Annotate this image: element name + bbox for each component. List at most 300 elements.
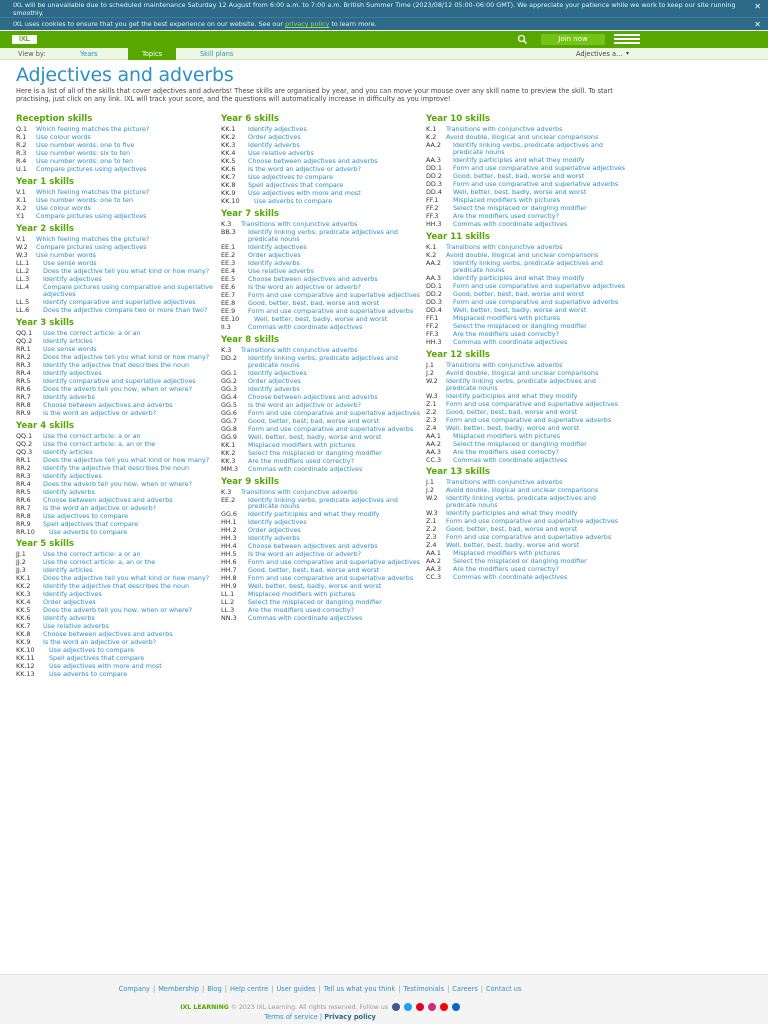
skill-link[interactable]: Identify adjectives bbox=[248, 242, 307, 251]
skill-item[interactable] bbox=[16, 505, 216, 512]
skill-item[interactable] bbox=[16, 252, 216, 259]
skill-link[interactable]: Well, better, best, badly, worse and worst bbox=[248, 432, 382, 441]
skill-item[interactable] bbox=[426, 449, 626, 456]
skill-item[interactable] bbox=[221, 252, 421, 259]
tab-years[interactable]: Years bbox=[80, 50, 98, 58]
skill-item[interactable] bbox=[221, 300, 421, 307]
skill-link[interactable]: Identify adverbs bbox=[248, 141, 300, 149]
skill-link[interactable]: Spell adjectives that compare bbox=[43, 519, 139, 528]
facebook-icon[interactable] bbox=[392, 1003, 400, 1011]
skill-link[interactable]: Spell adjectives that compare bbox=[248, 181, 344, 189]
twitter-icon[interactable] bbox=[404, 1003, 412, 1011]
skill-link[interactable]: Form and use comparative and superlative adverbs bbox=[248, 424, 414, 433]
skill-link[interactable]: Choose between adjectives and adverbs bbox=[43, 495, 173, 504]
ixl-logo[interactable]: IXL bbox=[12, 35, 37, 44]
skill-item[interactable] bbox=[221, 450, 421, 457]
skill-link[interactable]: Transitions with conjunctive adverbs bbox=[446, 478, 563, 487]
skill-link[interactable]: Use sense words bbox=[43, 344, 97, 353]
skill-link[interactable]: Use number words: six to ten bbox=[36, 149, 131, 157]
skill-item[interactable] bbox=[16, 158, 216, 165]
skill-item[interactable] bbox=[16, 671, 216, 678]
skill-item[interactable] bbox=[221, 543, 421, 550]
skill-link[interactable]: Use adjectives with more and most bbox=[248, 189, 361, 197]
privacy-link[interactable]: Privacy policy bbox=[324, 1013, 376, 1021]
skill-link[interactable]: Does the adverb tell you how, when or where? bbox=[43, 384, 192, 393]
skill-item[interactable] bbox=[426, 518, 626, 525]
skill-link[interactable]: Choose between adjectives and adverbs bbox=[43, 630, 173, 639]
skill-item[interactable] bbox=[221, 394, 421, 401]
footer-link[interactable]: Careers bbox=[452, 985, 478, 993]
skill-item[interactable] bbox=[426, 487, 626, 494]
skill-item[interactable] bbox=[16, 213, 216, 220]
skill-link[interactable]: Use relative adverbs bbox=[248, 266, 314, 275]
skill-link[interactable]: Order adjectives bbox=[248, 376, 301, 385]
skill-item[interactable] bbox=[16, 655, 216, 662]
skill-link[interactable]: Select the misplaced or dangling modifier bbox=[453, 439, 587, 448]
skill-item[interactable] bbox=[16, 330, 216, 337]
close-icon[interactable]: ✕ bbox=[754, 20, 761, 29]
skill-item[interactable] bbox=[16, 481, 216, 488]
skill-item[interactable] bbox=[16, 567, 216, 574]
skill-item[interactable] bbox=[221, 402, 421, 409]
skill-link[interactable]: Is the word an adjective or adverb? bbox=[43, 503, 157, 512]
skill-item[interactable] bbox=[221, 174, 421, 181]
skill-link[interactable]: Use number words bbox=[36, 250, 96, 259]
skill-item[interactable] bbox=[16, 489, 216, 496]
skill-item[interactable] bbox=[426, 181, 626, 188]
skill-link[interactable]: Use the correct article: a, an or the bbox=[43, 439, 156, 448]
skill-item[interactable] bbox=[221, 575, 421, 582]
skill-link[interactable]: Identify linking verbs, predicate adjectives and predicate nouns bbox=[453, 258, 603, 274]
skill-item[interactable] bbox=[221, 442, 421, 449]
skill-link[interactable]: Is the word an adjective or adverb? bbox=[43, 408, 157, 417]
skill-item[interactable] bbox=[426, 393, 626, 400]
skill-link[interactable]: Select the misplaced or dangling modifier bbox=[248, 598, 382, 607]
skill-item[interactable] bbox=[426, 291, 626, 298]
skill-item[interactable] bbox=[221, 347, 421, 354]
skill-link[interactable]: Transitions with conjunctive adverbs bbox=[241, 345, 358, 354]
skill-item[interactable] bbox=[426, 526, 626, 533]
skill-item[interactable] bbox=[221, 559, 421, 566]
skill-link[interactable]: Identify participles and what they modify bbox=[453, 273, 585, 282]
skill-item[interactable] bbox=[221, 497, 421, 511]
skill-item[interactable] bbox=[221, 466, 421, 473]
skill-link[interactable]: Use adverbs to compare bbox=[254, 197, 333, 205]
skill-link[interactable]: Good, better, best, bad, worse and worst bbox=[453, 289, 585, 298]
skill-link[interactable]: Form and use comparative and superlative adverbs bbox=[446, 533, 612, 542]
skill-link[interactable]: Use the correct article: a or an bbox=[43, 328, 141, 337]
skill-item[interactable] bbox=[221, 615, 421, 622]
skill-item[interactable] bbox=[16, 346, 216, 353]
skill-link[interactable]: Misplaced modifiers with pictures bbox=[248, 440, 356, 449]
skill-item[interactable] bbox=[16, 410, 216, 417]
close-icon[interactable]: ✕ bbox=[754, 2, 761, 11]
skill-item[interactable] bbox=[221, 378, 421, 385]
skill-item[interactable] bbox=[221, 150, 421, 157]
skill-item[interactable] bbox=[426, 157, 626, 164]
skill-link[interactable]: Identify comparative and superlative adjectives bbox=[43, 376, 196, 385]
skill-item[interactable] bbox=[16, 205, 216, 212]
skill-link[interactable]: Commas with coordinate adjectives bbox=[453, 455, 568, 464]
skill-link[interactable]: Choose between adjectives and adverbs bbox=[248, 392, 378, 401]
footer-link[interactable]: User guides bbox=[276, 985, 316, 993]
skill-link[interactable]: Identify adjectives bbox=[43, 471, 102, 480]
search-icon[interactable] bbox=[517, 34, 528, 45]
skill-item[interactable] bbox=[221, 284, 421, 291]
skill-link[interactable]: Identify adjectives bbox=[43, 274, 102, 283]
skill-item[interactable] bbox=[16, 559, 216, 566]
skill-link[interactable]: Use number words: one to ten bbox=[36, 195, 134, 204]
skill-item[interactable] bbox=[221, 221, 421, 228]
skill-link[interactable]: Identify adjectives bbox=[248, 518, 307, 527]
skill-link[interactable]: Misplaced modifiers with pictures bbox=[453, 431, 561, 440]
skill-link[interactable]: Form and use comparative and superlative adverbs bbox=[248, 306, 414, 315]
skill-link[interactable]: Use number words: one to ten bbox=[36, 157, 134, 165]
skill-link[interactable]: Are the modifiers used correctly? bbox=[453, 329, 559, 338]
skill-link[interactable]: Transitions with conjunctive adverbs bbox=[241, 219, 358, 228]
skill-link[interactable]: Use adjectives to compare bbox=[248, 173, 334, 181]
skill-item[interactable] bbox=[16, 189, 216, 196]
skill-link[interactable]: Is the word an adjective or adverb? bbox=[248, 400, 362, 409]
skill-link[interactable]: Order adjectives bbox=[43, 598, 96, 607]
skill-link[interactable]: Well, better, best, badly, worse and worst bbox=[446, 423, 580, 432]
skill-link[interactable]: Order adjectives bbox=[248, 133, 301, 141]
skill-item[interactable] bbox=[16, 473, 216, 480]
skill-item[interactable] bbox=[426, 441, 626, 448]
skill-item[interactable] bbox=[16, 521, 216, 528]
tab-skill-plans[interactable]: Skill plans bbox=[200, 50, 234, 58]
ixl-learning-logo[interactable]: IXL LEARNING bbox=[180, 1004, 229, 1011]
skill-item[interactable] bbox=[221, 182, 421, 189]
skill-item[interactable] bbox=[426, 315, 626, 322]
skill-item[interactable] bbox=[16, 166, 216, 173]
skill-item[interactable] bbox=[221, 434, 421, 441]
skill-item[interactable] bbox=[221, 198, 421, 205]
skill-link[interactable]: Commas with coordinate adjectives bbox=[248, 614, 363, 623]
skill-item[interactable] bbox=[16, 575, 216, 582]
skill-item[interactable] bbox=[221, 134, 421, 141]
skill-item[interactable] bbox=[426, 213, 626, 220]
skill-item[interactable] bbox=[16, 591, 216, 598]
skill-item[interactable] bbox=[16, 402, 216, 409]
skill-item[interactable] bbox=[221, 458, 421, 465]
skill-link[interactable]: Form and use comparative and superlative adjectives bbox=[248, 408, 421, 417]
skill-link[interactable]: Misplaced modifiers with pictures bbox=[453, 313, 561, 322]
skill-item[interactable] bbox=[426, 260, 626, 274]
skill-link[interactable]: Identify participles and what they modify bbox=[453, 155, 585, 164]
skill-link[interactable]: Commas with coordinate adjectives bbox=[453, 219, 568, 228]
skill-item[interactable] bbox=[16, 449, 216, 456]
skill-link[interactable]: Avoid double, illogical and unclear comparisons bbox=[446, 133, 599, 141]
skill-item[interactable] bbox=[426, 542, 626, 549]
skill-link[interactable]: Use number words: one to five bbox=[36, 141, 135, 149]
skill-item[interactable] bbox=[426, 425, 626, 432]
skill-link[interactable]: Identify articles bbox=[43, 566, 93, 575]
skill-item[interactable] bbox=[16, 268, 216, 275]
skill-item[interactable] bbox=[221, 599, 421, 606]
skill-link[interactable]: Well, better, best, badly, worse and worst bbox=[254, 314, 388, 323]
skill-link[interactable]: Select the misplaced or dangling modifier bbox=[453, 203, 587, 212]
skill-item[interactable] bbox=[16, 441, 216, 448]
skill-item[interactable] bbox=[16, 370, 216, 377]
skill-link[interactable]: Avoid double, illogical and unclear comparisons bbox=[446, 368, 599, 377]
skill-item[interactable] bbox=[426, 283, 626, 290]
skill-link[interactable]: Does the adjective compare two or more than two? bbox=[43, 305, 208, 314]
skill-item[interactable] bbox=[221, 370, 421, 377]
skill-item[interactable] bbox=[426, 433, 626, 440]
skill-item[interactable] bbox=[16, 307, 216, 314]
skill-item[interactable] bbox=[221, 244, 421, 251]
skill-item[interactable] bbox=[426, 275, 626, 282]
skill-item[interactable] bbox=[16, 607, 216, 614]
skill-link[interactable]: Does the adverb tell you how, when or where? bbox=[43, 606, 192, 615]
skill-link[interactable]: Good, better, best, bad, worse and worst bbox=[453, 171, 585, 180]
skill-item[interactable] bbox=[426, 126, 626, 133]
skill-item[interactable] bbox=[16, 615, 216, 622]
skill-item[interactable] bbox=[221, 583, 421, 590]
skill-item[interactable] bbox=[221, 276, 421, 283]
skill-item[interactable] bbox=[16, 142, 216, 149]
skill-link[interactable]: Identify participles and what they modify bbox=[446, 391, 578, 400]
skill-link[interactable]: Use adverbs to compare bbox=[49, 670, 128, 679]
footer-link[interactable]: Blog bbox=[207, 985, 222, 993]
skill-link[interactable]: Identify adverbs bbox=[248, 258, 300, 267]
skill-item[interactable] bbox=[16, 134, 216, 141]
skill-link[interactable]: Identify participles and what they modify bbox=[248, 510, 380, 519]
skill-link[interactable]: Which feeling matches the picture? bbox=[36, 234, 150, 243]
skill-item[interactable] bbox=[221, 268, 421, 275]
skill-link[interactable]: Misplaced modifiers with pictures bbox=[248, 590, 356, 599]
skill-item[interactable] bbox=[221, 519, 421, 526]
skill-link[interactable]: Identify comparative and superlative adjectives bbox=[43, 297, 196, 306]
skill-item[interactable] bbox=[426, 479, 626, 486]
skill-link[interactable]: Good, better, best, bad, worse and worst bbox=[248, 566, 380, 575]
skill-item[interactable] bbox=[221, 426, 421, 433]
footer-link[interactable]: Company bbox=[118, 985, 150, 993]
skill-link[interactable]: Choose between adjectives and adverbs bbox=[248, 542, 378, 551]
topic-dropdown[interactable] bbox=[576, 48, 630, 60]
skill-link[interactable]: Transitions with conjunctive adverbs bbox=[446, 125, 563, 133]
skill-item[interactable] bbox=[16, 338, 216, 345]
skill-link[interactable]: Form and use comparative and superlative adverbs bbox=[446, 415, 612, 424]
skill-item[interactable] bbox=[426, 574, 626, 581]
skill-link[interactable]: Does the adjective tell you what kind or how many? bbox=[43, 266, 210, 275]
skill-link[interactable]: Identify articles bbox=[43, 336, 93, 345]
skill-item[interactable] bbox=[16, 299, 216, 306]
skill-link[interactable]: Avoid double, illogical and unclear comparisons bbox=[446, 486, 599, 495]
skill-link[interactable]: Does the adjective tell you what kind or how many? bbox=[43, 352, 210, 361]
skill-item[interactable] bbox=[426, 417, 626, 424]
skill-item[interactable] bbox=[426, 331, 626, 338]
terms-link[interactable]: Terms of service bbox=[264, 1013, 318, 1021]
skill-item[interactable] bbox=[426, 495, 626, 509]
skill-link[interactable]: Identify adjectives bbox=[43, 590, 102, 599]
skill-item[interactable] bbox=[16, 284, 216, 298]
skill-item[interactable] bbox=[426, 134, 626, 141]
skill-item[interactable] bbox=[426, 252, 626, 259]
skill-link[interactable]: Is the word an adjective or adverb? bbox=[248, 282, 362, 291]
skill-link[interactable]: Form and use comparative and superlative adjectives bbox=[446, 399, 619, 408]
skill-item[interactable] bbox=[16, 362, 216, 369]
skill-link[interactable]: Identify adverbs bbox=[248, 384, 300, 393]
skill-link[interactable]: Form and use comparative and superlative adjectives bbox=[248, 558, 421, 567]
skill-link[interactable]: Order adjectives bbox=[248, 250, 301, 259]
skill-link[interactable]: Identify articles bbox=[43, 447, 93, 456]
skill-link[interactable]: Use adverbs to compare bbox=[49, 527, 128, 536]
skill-link[interactable]: Does the adjective tell you what kind or how many? bbox=[43, 574, 210, 583]
skill-item[interactable] bbox=[426, 323, 626, 330]
skill-link[interactable]: Compare pictures using adjectives bbox=[36, 211, 147, 220]
skill-item[interactable] bbox=[221, 489, 421, 496]
youtube-icon[interactable] bbox=[440, 1003, 448, 1011]
skill-link[interactable]: Well, better, best, badly, worse and worst bbox=[446, 541, 580, 550]
skill-item[interactable] bbox=[426, 558, 626, 565]
skill-item[interactable] bbox=[426, 189, 626, 196]
skill-item[interactable] bbox=[16, 197, 216, 204]
skill-item[interactable] bbox=[221, 527, 421, 534]
skill-item[interactable] bbox=[16, 260, 216, 267]
skill-link[interactable]: Identify linking verbs, predicate adjectives and predicate nouns bbox=[453, 141, 603, 156]
skill-link[interactable]: Good, better, best, bad, worse and worst bbox=[446, 525, 578, 534]
skill-link[interactable]: Misplaced modifiers with pictures bbox=[453, 549, 561, 558]
skill-link[interactable]: Identify adverbs bbox=[43, 392, 95, 401]
skill-link[interactable]: Identify adverbs bbox=[248, 534, 300, 543]
skill-link[interactable]: Is the word an adjective or adverb? bbox=[248, 550, 362, 559]
skill-link[interactable]: Good, better, best, bad, worse and worst bbox=[248, 298, 380, 307]
footer-link[interactable]: Help centre bbox=[230, 985, 269, 993]
skill-link[interactable]: Spell adjectives that compare bbox=[49, 654, 145, 663]
join-now-button[interactable]: Join now bbox=[541, 34, 605, 45]
skill-item[interactable] bbox=[221, 158, 421, 165]
footer-link[interactable]: Contact us bbox=[486, 985, 522, 993]
skill-link[interactable]: Select the misplaced or dangling modifier bbox=[453, 557, 587, 566]
skill-item[interactable] bbox=[426, 142, 626, 156]
skill-link[interactable]: Form and use comparative and superlative adjectives bbox=[248, 290, 421, 299]
skill-link[interactable]: Well, better, best, badly, worse and worst bbox=[453, 187, 587, 196]
skill-link[interactable]: Form and use comparative and superlative adjectives bbox=[453, 163, 626, 172]
skill-item[interactable] bbox=[426, 510, 626, 517]
skill-link[interactable]: Identify adjectives bbox=[43, 368, 102, 377]
skill-item[interactable] bbox=[221, 410, 421, 417]
skill-item[interactable] bbox=[426, 378, 626, 392]
skill-link[interactable]: Use relative adverbs bbox=[248, 149, 314, 157]
skill-item[interactable] bbox=[426, 299, 626, 306]
skill-link[interactable]: Compare pictures using adjectives bbox=[36, 165, 147, 173]
skill-item[interactable] bbox=[16, 631, 216, 638]
skill-item[interactable] bbox=[426, 457, 626, 464]
skill-item[interactable] bbox=[16, 465, 216, 472]
skill-item[interactable] bbox=[16, 236, 216, 243]
skill-item[interactable] bbox=[16, 599, 216, 606]
skill-link[interactable]: Which feeling matches the picture? bbox=[36, 125, 150, 133]
skill-link[interactable]: Misplaced modifiers with pictures bbox=[453, 195, 561, 204]
skill-item[interactable] bbox=[221, 607, 421, 614]
skill-item[interactable] bbox=[426, 370, 626, 377]
skill-link[interactable]: Choose between adjectives and adverbs bbox=[248, 157, 378, 165]
skill-item[interactable] bbox=[426, 339, 626, 346]
skill-item[interactable] bbox=[221, 418, 421, 425]
skill-link[interactable]: Select the misplaced or dangling modifier bbox=[453, 321, 587, 330]
skill-link[interactable]: Choose between adjectives and adverbs bbox=[43, 400, 173, 409]
skill-item[interactable] bbox=[221, 292, 421, 299]
skill-item[interactable] bbox=[16, 433, 216, 440]
skill-link[interactable]: Avoid double, illogical and unclear comparisons bbox=[446, 250, 599, 259]
skill-link[interactable]: Identify the adjective that describes the noun bbox=[43, 582, 190, 591]
skill-link[interactable]: Well, better, best, badly, worse and worst bbox=[453, 305, 587, 314]
skill-item[interactable] bbox=[221, 316, 421, 323]
instagram-icon[interactable] bbox=[428, 1003, 436, 1011]
skill-link[interactable]: Commas with coordinate adjectives bbox=[248, 322, 363, 331]
skill-item[interactable] bbox=[16, 354, 216, 361]
skill-link[interactable]: Identify linking verbs, predicate adjectives and predicate nouns bbox=[248, 353, 398, 369]
skill-item[interactable] bbox=[221, 142, 421, 149]
skill-link[interactable]: Which feeling matches the picture? bbox=[36, 187, 150, 196]
skill-link[interactable]: Identify participles and what they modify bbox=[446, 509, 578, 518]
skill-link[interactable]: Use relative adverbs bbox=[43, 622, 109, 631]
skill-item[interactable] bbox=[221, 190, 421, 197]
skill-item[interactable] bbox=[221, 535, 421, 542]
skill-item[interactable] bbox=[221, 567, 421, 574]
skill-link[interactable]: Commas with coordinate adjectives bbox=[453, 573, 568, 582]
skill-item[interactable] bbox=[221, 324, 421, 331]
skill-link[interactable]: Is the word an adjective or adverb? bbox=[248, 165, 362, 173]
skill-item[interactable] bbox=[16, 386, 216, 393]
skill-link[interactable]: Select the misplaced or dangling modifier bbox=[248, 448, 382, 457]
skill-item[interactable] bbox=[16, 378, 216, 385]
skill-item[interactable] bbox=[16, 551, 216, 558]
skill-link[interactable]: Identify adverbs bbox=[43, 614, 95, 623]
skill-link[interactable]: Choose between adjectives and adverbs bbox=[248, 274, 378, 283]
skill-item[interactable] bbox=[221, 386, 421, 393]
footer-link[interactable]: Membership bbox=[158, 985, 199, 993]
skill-link[interactable]: Identify linking verbs, predicate adjectives and predicate nouns bbox=[446, 376, 596, 392]
skill-link[interactable]: Identify adverbs bbox=[43, 487, 95, 496]
skill-link[interactable]: Are the modifiers used correctly? bbox=[453, 565, 559, 574]
skill-item[interactable] bbox=[16, 529, 216, 536]
skill-link[interactable]: Does the adjective tell you what kind or how many? bbox=[43, 455, 210, 464]
skill-item[interactable] bbox=[426, 362, 626, 369]
skill-item[interactable] bbox=[16, 497, 216, 504]
skill-link[interactable]: Identify the adjective that describes the noun bbox=[43, 360, 190, 369]
skill-link[interactable]: Is the word an adjective or adverb? bbox=[43, 638, 157, 647]
skill-item[interactable] bbox=[426, 401, 626, 408]
skill-link[interactable]: Transitions with conjunctive adverbs bbox=[241, 487, 358, 496]
skill-item[interactable] bbox=[426, 221, 626, 228]
skill-item[interactable] bbox=[426, 307, 626, 314]
skill-link[interactable]: Use adjectives to compare bbox=[43, 511, 129, 520]
skill-link[interactable]: Use sense words bbox=[43, 258, 97, 267]
skill-link[interactable]: Use the correct article: a or an bbox=[43, 550, 141, 559]
skill-link[interactable]: Does the adverb tell you how, when or where? bbox=[43, 479, 192, 488]
skill-item[interactable] bbox=[426, 244, 626, 251]
skill-link[interactable]: Are the modifiers used correctly? bbox=[248, 606, 354, 615]
skill-item[interactable] bbox=[426, 566, 626, 573]
skill-item[interactable] bbox=[16, 513, 216, 520]
skill-item[interactable] bbox=[16, 150, 216, 157]
pinterest-icon[interactable] bbox=[416, 1003, 424, 1011]
skill-link[interactable]: Identify the adjective that describes the noun bbox=[43, 463, 190, 472]
skill-link[interactable]: Are the modifiers used correctly? bbox=[453, 211, 559, 220]
skill-link[interactable]: Identify adjectives bbox=[248, 125, 307, 133]
skill-link[interactable]: Commas with coordinate adjectives bbox=[248, 464, 363, 473]
skill-link[interactable]: Use adjectives to compare bbox=[49, 646, 135, 655]
skill-item[interactable] bbox=[426, 165, 626, 172]
skill-item[interactable] bbox=[16, 457, 216, 464]
skill-item[interactable] bbox=[221, 229, 421, 243]
skill-link[interactable]: Identify adjectives bbox=[248, 368, 307, 377]
skill-item[interactable] bbox=[221, 551, 421, 558]
skill-item[interactable] bbox=[426, 409, 626, 416]
